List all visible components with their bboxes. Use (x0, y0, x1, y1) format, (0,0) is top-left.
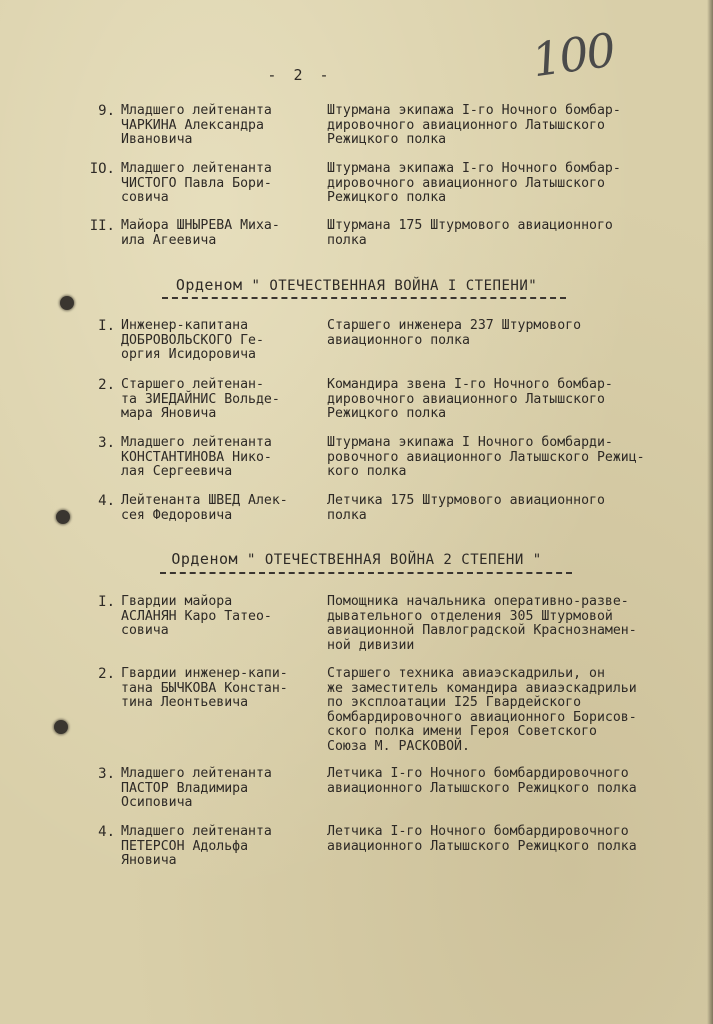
punch-hole-icon (60, 296, 74, 310)
recipient-name: Младшего лейтенанта ПАСТОР Владимира Осиповича (121, 766, 272, 811)
entry-number: I. (98, 594, 115, 610)
recipient-position: Летчика 175 Штурмового авиационного полка (327, 493, 605, 523)
recipient-position: Штурмана экипажа I-го Ночного бомбар- дировочного авиационного Латышского Режицкого полка (327, 161, 621, 206)
entry-number: 9. (98, 103, 115, 119)
recipient-position: Старшего инженера 237 Штурмового авиационного полка (327, 318, 582, 348)
entry-number: 4. (98, 493, 115, 509)
recipient-name: Младшего лейтенанта ЧАРКИНА Александра Ивановича (121, 103, 272, 148)
recipient-position: Летчика I-го Ночного бомбардировочного авиационного Латышского Режицкого полка (327, 824, 637, 854)
section-heading-title: " ОТЕЧЕСТВЕННАЯ ВОЙНА 2 СТЕПЕНИ " (247, 552, 542, 568)
recipient-name: Майора ШНЫРЕВА Миха- ила Агеевича (121, 218, 280, 248)
section-heading-order-2nd-degree (0, 550, 713, 568)
recipient-name: Младшего лейтенанта КОНСТАНТИНОВА Нико- лая Сергеевича (121, 435, 272, 480)
recipient-name: Инженер-капитана ДОБРОВОЛЬСКОГО Ге- оргия Исидоровича (121, 318, 264, 363)
punch-hole-icon (56, 510, 70, 524)
section-underline (162, 297, 566, 299)
recipient-name: Старшего лейтенан- та ЗИЕДАЙНИС Вольде- мара Яновича (121, 377, 280, 422)
entry-number: 4. (98, 824, 115, 840)
handwritten-sheet-number: 100 (528, 22, 618, 88)
entry-number: 3. (98, 766, 115, 782)
recipient-name: Гвардии инженер-капи- тана БЫЧКОВА Констан- тина Леонтьевича (121, 666, 288, 711)
entry-number: II. (89, 218, 115, 234)
page-number: - 2 - (267, 66, 333, 84)
recipient-name: Младшего лейтенанта ЧИСТОГО Павла Бори- совича (121, 161, 272, 206)
recipient-name: Младшего лейтенанта ПЕТЕРСОН Адольфа Яновича (121, 824, 272, 869)
recipient-name: Гвардии майора АСЛАНЯН Каро Татео- совича (121, 594, 272, 639)
section-heading-lead: Орденом (175, 276, 243, 294)
entry-number: 2. (98, 377, 115, 393)
recipient-position: Летчика I-го Ночного бомбардировочного авиационного Латышского Режицкого полка (327, 766, 637, 796)
entry-number: 3. (98, 435, 115, 451)
section-heading-title: " ОТЕЧЕСТВЕННАЯ ВОЙНА I СТЕПЕНИ" (251, 278, 538, 294)
recipient-position: Командира звена I-го Ночного бомбар- дировочного авиационного Латышского Режицкого полка (327, 377, 613, 422)
recipient-name: Лейтенанта ШВЕД Алек- сея Федоровича (121, 493, 288, 523)
entry-number: 2. (98, 666, 115, 682)
recipient-position: Помощника начальника оперативно-разве- дывательного отделения 305 Штурмовой авиационной Павлоградской Краснознамен- ной дивизии (327, 594, 637, 653)
entry-number: I. (98, 318, 115, 334)
recipient-position: Старшего техника авиаэскадрильи, он же заместитель командира авиаэскадрильи по эксплоатации I25 Гвардейского бомбардировочного авиационного Борисов- ского полка имени Героя Советского Союза М. РАСКОВОЙ. (327, 666, 637, 754)
recipient-position: Штурмана экипажа I-го Ночного бомбар- дировочного авиационного Латышского Режицкого полка (327, 103, 621, 148)
punch-hole-icon (54, 720, 68, 734)
section-heading-order-1st-degree (0, 276, 713, 294)
section-heading-lead: Орденом (171, 550, 239, 568)
entry-number: IO. (89, 161, 115, 177)
page-edge-shadow (707, 0, 713, 1024)
section-underline (160, 572, 572, 574)
recipient-position: Штурмана экипажа I Ночного бомбарди- ровочного авиационного Латышского Режиц- кого полка (327, 435, 645, 480)
recipient-position: Штурмана 175 Штурмового авиационного полка (327, 218, 613, 248)
